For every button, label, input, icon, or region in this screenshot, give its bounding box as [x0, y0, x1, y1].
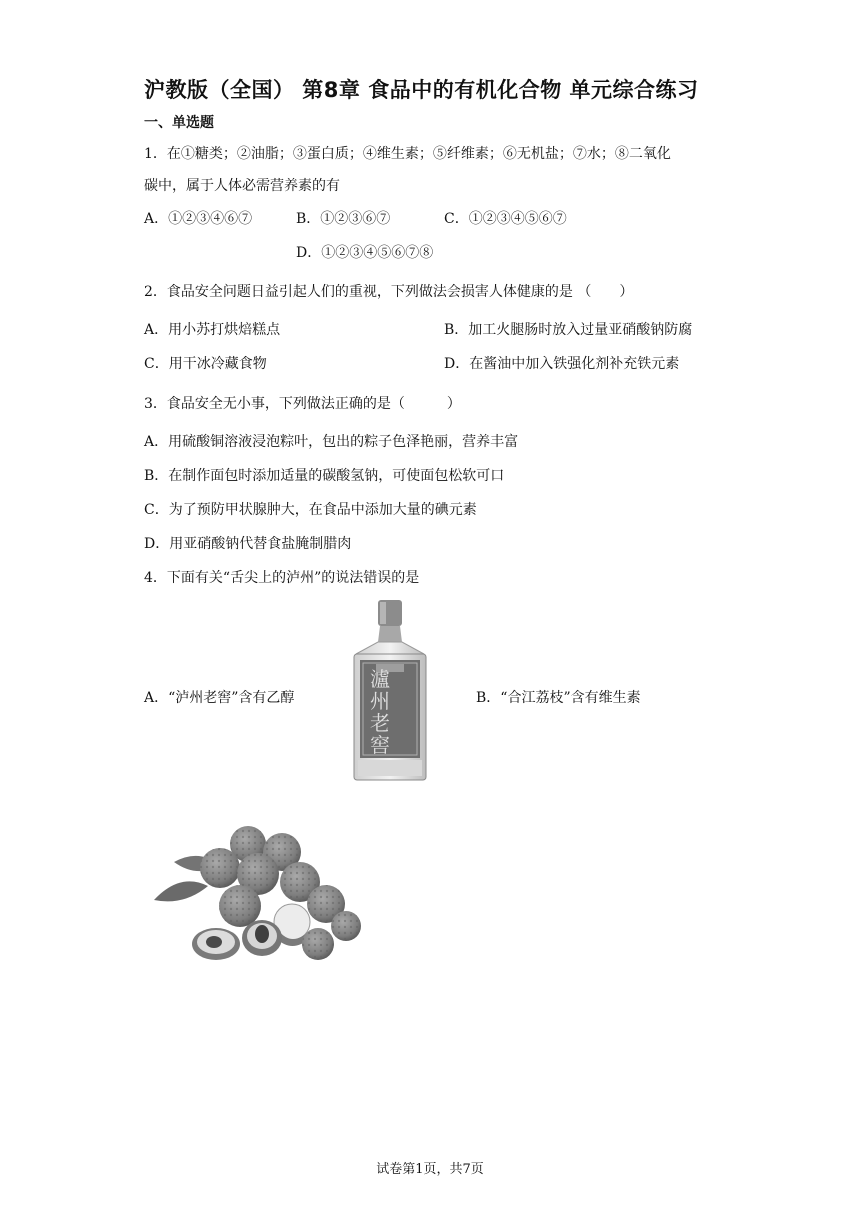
q4-option-b: B．“合江荔枝”含有维生素 — [476, 690, 641, 706]
q1-option-b: B．①②③⑥⑦ — [296, 211, 391, 227]
q2-option-c: C．用干冰冷藏食物 — [144, 356, 267, 372]
q3-option-b: B．在制作面包时添加适量的碳酸氢钠，可使面包松软可口 — [144, 468, 505, 484]
bottle-label-text: 瀘州老窖 — [370, 667, 390, 757]
q1-option-c: C．①②③④⑤⑥⑦ — [444, 211, 567, 227]
page-footer: 试卷第1页，共7页 — [376, 1162, 484, 1177]
section-heading: 一、单选题 — [144, 115, 214, 131]
q1-option-d: D．①②③④⑤⑥⑦⑧ — [296, 245, 434, 261]
q3-option-d: D．用亚硝酸钠代替食盐腌制腊肉 — [144, 536, 352, 552]
q4-stem: 4．下面有关“舌尖上的泸州”的说法错误的是 — [144, 570, 420, 586]
q2-option-d: D．在酱油中加入铁强化剂补充铁元素 — [444, 356, 680, 372]
q1-option-a: A．①②③④⑥⑦ — [144, 211, 253, 227]
q3-option-a: A．用硫酸铜溶液浸泡粽叶，包出的粽子色泽艳丽，营养丰富 — [144, 434, 519, 450]
q3-option-c: C．为了预防甲状腺肿大，在食品中添加大量的碘元素 — [144, 502, 477, 518]
q1-stem-line2: 碳中，属于人体必需营养素的有 — [144, 178, 340, 194]
q3-stem: 3．食品安全无小事，下列做法正确的是（ ） — [144, 396, 461, 412]
q1-stem-line1: 1．在①糖类；②油脂；③蛋白质；④维生素；⑤纤维素；⑥无机盐；⑦水；⑧二氧化 — [144, 146, 671, 162]
q2-option-a: A．用小苏打烘焙糕点 — [144, 322, 281, 338]
q4-option-a: A．“泸州老窖”含有乙醇 — [144, 690, 295, 706]
page-title: 沪教版（全国） 第8章 食品中的有机化合物 单元综合练习 — [144, 78, 699, 102]
lychee-image — [150, 822, 362, 972]
q2-stem: 2．食品安全问题日益引起人们的重视，下列做法会损害人体健康的是 （ ） — [144, 284, 634, 300]
q2-option-b: B．加工火腿肠时放入过量亚硝酸钠防腐 — [444, 322, 693, 338]
